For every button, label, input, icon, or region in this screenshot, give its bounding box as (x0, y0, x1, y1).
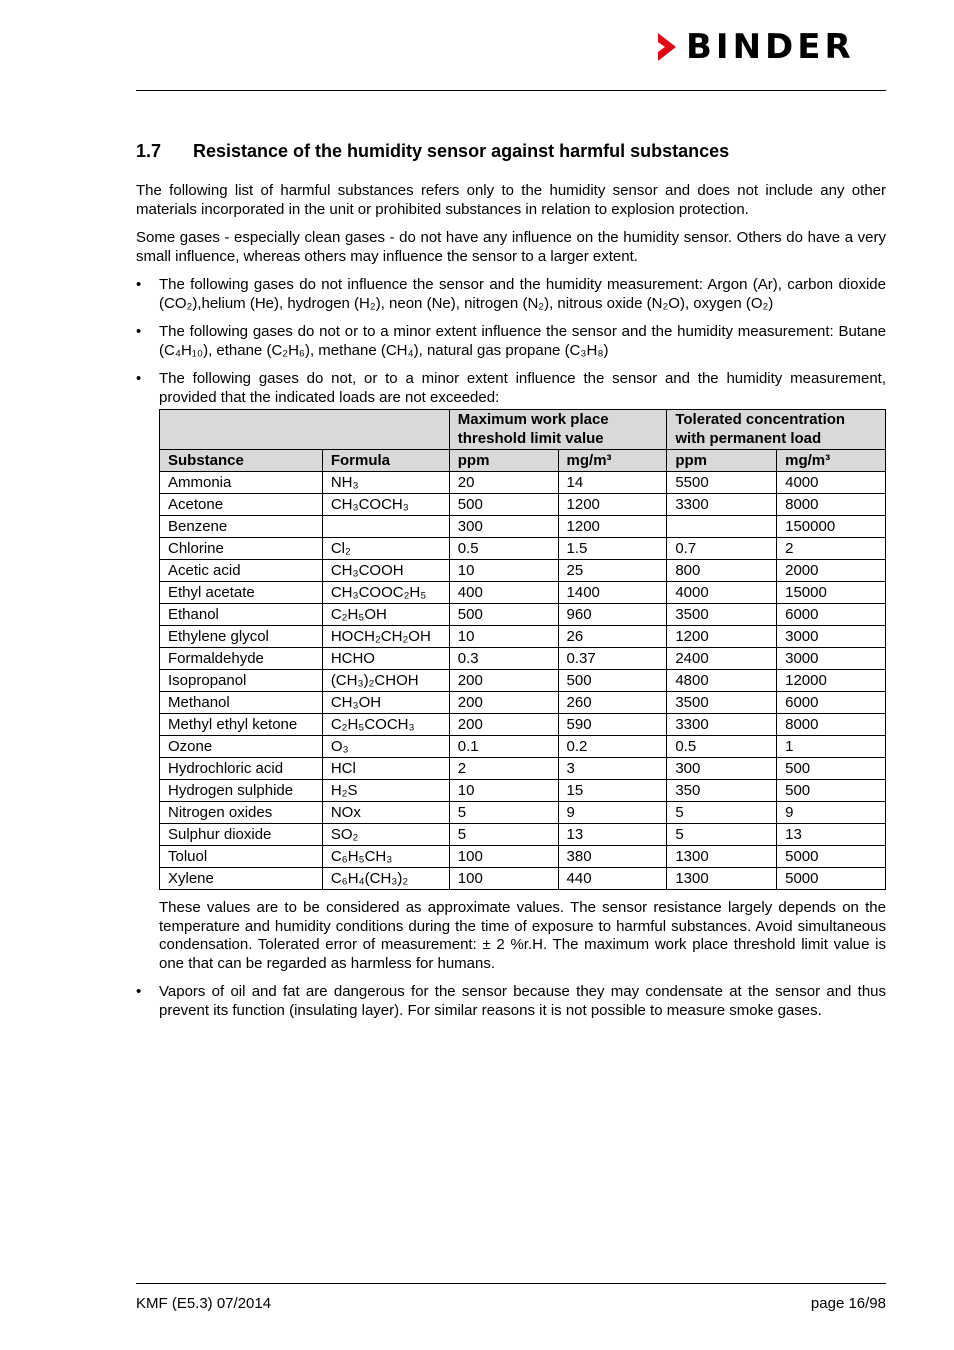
table-cell: C₂H₅COCH₃ (322, 714, 449, 736)
table-row (160, 714, 886, 736)
table-note: These values are to be considered as approximate values. The sensor resistance largely depends on the temperature and humidity conditions during the time of exposure to harmful substances. Avoid simultaneous condensation. Tolerated error of measurement: ± 2 %r.H. The maximum work place threshold limit value is one that can be regarded as harmless for humans. (159, 899, 886, 972)
table-cell: HOCH₂CH₂OH (322, 626, 449, 648)
table-cell: 200 (449, 670, 558, 692)
table-cell: 440 (558, 868, 667, 890)
table-cell: 0.5 (667, 736, 777, 758)
table-cell: (CH₃)₂CHOH (322, 670, 449, 692)
table-row (160, 846, 886, 868)
table-cell: 26 (558, 626, 667, 648)
table-cell: 960 (558, 604, 667, 626)
table-cell: 5 (449, 802, 558, 824)
table-cell: Toluol (160, 846, 323, 868)
table-cell: Hydrochloric acid (160, 758, 323, 780)
table-cell: Hydrogen sulphide (160, 780, 323, 802)
table-column-header: ppm (667, 450, 777, 472)
table-row (160, 824, 886, 846)
table-cell: 15000 (777, 582, 886, 604)
table-cell: Xylene (160, 868, 323, 890)
table-cell: 2 (449, 758, 558, 780)
table-cell: 13 (558, 824, 667, 846)
table-cell: 1400 (558, 582, 667, 604)
table-header-blank (160, 410, 450, 450)
table-cell: Isopropanol (160, 670, 323, 692)
table-cell: HCl (322, 758, 449, 780)
table-row (160, 758, 886, 780)
table-cell: CH₃COOC₂H₅ (322, 582, 449, 604)
table-group-header-row (160, 410, 886, 450)
table-row (160, 692, 886, 714)
table-cell: 1300 (667, 868, 777, 890)
table-cell: 590 (558, 714, 667, 736)
table-cell: 20 (449, 472, 558, 494)
table-row (160, 582, 886, 604)
table-cell: 6000 (777, 604, 886, 626)
table-cell: NH₃ (322, 472, 449, 494)
table-column-header: ppm (449, 450, 558, 472)
binder-logo-mark-icon (656, 30, 680, 64)
table-cell: 8000 (777, 494, 886, 516)
table-cell: Sulphur dioxide (160, 824, 323, 846)
table-row (160, 626, 886, 648)
table-cell: 1 (777, 736, 886, 758)
table-row (160, 648, 886, 670)
bullet-text: The following gases do not or to a minor extent influence the sensor and the humidity measurement: Butane (C₄H₁₀), ethane (C₂H₆), methane (CH₄), natural gas propane (C₃H₈) (159, 323, 886, 359)
table-cell: 3300 (667, 714, 777, 736)
table-cell: H₂S (322, 780, 449, 802)
table-cell: Methyl ethyl ketone (160, 714, 323, 736)
table-cell: SO₂ (322, 824, 449, 846)
table-cell: 0.2 (558, 736, 667, 758)
table-cell: 25 (558, 560, 667, 582)
table-cell: C₆H₅CH₃ (322, 846, 449, 868)
table-cell: 10 (449, 780, 558, 802)
binder-logo (656, 27, 855, 67)
table-row (160, 736, 886, 758)
table-cell: Methanol (160, 692, 323, 714)
table-cell: 6000 (777, 692, 886, 714)
table-cell: 14 (558, 472, 667, 494)
table-group-header: Tolerated concentration with permanent load (667, 410, 886, 450)
table-cell: 0.37 (558, 648, 667, 670)
table-cell: 200 (449, 714, 558, 736)
bullet-text: The following gases do not influence the sensor and the humidity measurement: Argon (Ar), carbon dioxide (CO₂),helium (He), hydrogen (H₂), neon (Ne), nitrogen (N₂), nitrous oxide (N₂O), oxygen (O₂) (159, 276, 886, 312)
bullet-item (136, 983, 886, 1020)
table-cell: 300 (667, 758, 777, 780)
table-column-header: mg/m³ (777, 450, 886, 472)
table-cell: 5 (449, 824, 558, 846)
table-row (160, 560, 886, 582)
table-cell: 3000 (777, 626, 886, 648)
table-cell: 5000 (777, 868, 886, 890)
table-cell: C₂H₅OH (322, 604, 449, 626)
section-title: Resistance of the humidity sensor against harmful substances (193, 141, 730, 161)
table-cell: 1200 (558, 494, 667, 516)
table-cell: Formaldehyde (160, 648, 323, 670)
table-cell: 5000 (777, 846, 886, 868)
table-cell: 380 (558, 846, 667, 868)
table-row (160, 868, 886, 890)
bullet-item (136, 370, 886, 407)
table-body (160, 472, 886, 890)
table-row (160, 780, 886, 802)
header-rule (136, 90, 886, 91)
bullet-dot-icon: • (136, 323, 142, 340)
table-cell: 3500 (667, 692, 777, 714)
table-cell: 2 (777, 538, 886, 560)
table-cell: Nitrogen oxides (160, 802, 323, 824)
logo-text: BINDER (686, 27, 855, 67)
table-cell: Acetic acid (160, 560, 323, 582)
table-cell: Benzene (160, 516, 323, 538)
table-row (160, 538, 886, 560)
table-cell: 5 (667, 824, 777, 846)
table-cell: O₃ (322, 736, 449, 758)
table-cell: 260 (558, 692, 667, 714)
table-row (160, 516, 886, 538)
table-cell: Ethylene glycol (160, 626, 323, 648)
table-row (160, 802, 886, 824)
table-cell: 9 (558, 802, 667, 824)
table-column-header: Formula (322, 450, 449, 472)
table-cell: 3 (558, 758, 667, 780)
table-cell: 800 (667, 560, 777, 582)
paragraph-gases: Some gases - especially clean gases - do not have any influence on the humidity sensor. Others do have a very small influence, whereas others may influence the sensor to a larger extent. (136, 229, 886, 265)
table-cell: 13 (777, 824, 886, 846)
table-cell: 500 (558, 670, 667, 692)
table-cell: 1.5 (558, 538, 667, 560)
table-cell: 300 (449, 516, 558, 538)
table-column-header: Substance (160, 450, 323, 472)
table-cell: 4800 (667, 670, 777, 692)
table-cell: 3300 (667, 494, 777, 516)
table-column-header: mg/m³ (558, 450, 667, 472)
table-cell: 4000 (777, 472, 886, 494)
table-cell: Ethyl acetate (160, 582, 323, 604)
table-cell: 500 (449, 604, 558, 626)
table-cell: 500 (777, 780, 886, 802)
bullet-dot-icon: • (136, 370, 142, 387)
table-cell: NOx (322, 802, 449, 824)
table-cell: 8000 (777, 714, 886, 736)
table-cell: 0.5 (449, 538, 558, 560)
table-cell (667, 516, 777, 538)
table-cell: Cl₂ (322, 538, 449, 560)
table-cell: 5500 (667, 472, 777, 494)
table-cell: 400 (449, 582, 558, 604)
footer-page-number: page 16/98 (810, 1295, 886, 1312)
table-cell: 2400 (667, 648, 777, 670)
table-cell: 3500 (667, 604, 777, 626)
bullet-text: Vapors of oil and fat are dangerous for the sensor because they may condensate at the sensor and thus prevent its function (insulating layer). For similar reasons it is not possible to measure smoke gases. (159, 983, 886, 1019)
table-cell: C₆H₄(CH₃)₂ (322, 868, 449, 890)
table-cell: Ozone (160, 736, 323, 758)
table-cell: 100 (449, 846, 558, 868)
table-cell: 2000 (777, 560, 886, 582)
table-cell: 12000 (777, 670, 886, 692)
table-row (160, 494, 886, 516)
substances-table (159, 409, 886, 890)
table-cell: 0.3 (449, 648, 558, 670)
table-cell: 9 (777, 802, 886, 824)
table-column-header-row (160, 450, 886, 472)
table-cell: HCHO (322, 648, 449, 670)
table-cell: 0.1 (449, 736, 558, 758)
section-number: 1.7 (136, 141, 162, 161)
table-cell: Chlorine (160, 538, 323, 560)
table-cell: 100 (449, 868, 558, 890)
section-heading (136, 140, 886, 162)
table-cell: 500 (777, 758, 886, 780)
table-cell: 10 (449, 560, 558, 582)
paragraph-intro: The following list of harmful substances refers only to the humidity sensor and does not include any other materials incorporated in the unit or prohibited substances in relation to explosion protection. (136, 182, 886, 218)
table-cell: 150000 (777, 516, 886, 538)
footer-rule (136, 1283, 886, 1284)
bullet-item (136, 276, 886, 313)
footer-document-id: KMF (E5.3) 07/2014 (136, 1295, 272, 1312)
table-cell: CH₃OH (322, 692, 449, 714)
table-cell: 1200 (558, 516, 667, 538)
table-cell: Ethanol (160, 604, 323, 626)
table-cell: 4000 (667, 582, 777, 604)
table-row (160, 472, 886, 494)
table-cell: 1200 (667, 626, 777, 648)
table-row (160, 670, 886, 692)
table-cell: CH₃COCH₃ (322, 494, 449, 516)
table-cell: 200 (449, 692, 558, 714)
table-cell: 1300 (667, 846, 777, 868)
table-row (160, 604, 886, 626)
table-cell: 500 (449, 494, 558, 516)
table-cell: 10 (449, 626, 558, 648)
bullet-text: The following gases do not, or to a minor extent influence the sensor and the humidity measurement, provided that the indicated loads are not exceeded: (159, 370, 886, 406)
table-cell: 15 (558, 780, 667, 802)
table-cell (322, 516, 449, 538)
table-cell: Acetone (160, 494, 323, 516)
bullet-dot-icon: • (136, 983, 142, 1000)
main-content (136, 140, 886, 1030)
table-cell: 350 (667, 780, 777, 802)
bullet-dot-icon: • (136, 276, 142, 293)
table-cell: CH₃COOH (322, 560, 449, 582)
table-cell: 5 (667, 802, 777, 824)
table-group-header: Maximum work place threshold limit value (449, 410, 667, 450)
table-cell: 3000 (777, 648, 886, 670)
table-cell: Ammonia (160, 472, 323, 494)
bullet-item (136, 323, 886, 360)
table-cell: 0.7 (667, 538, 777, 560)
